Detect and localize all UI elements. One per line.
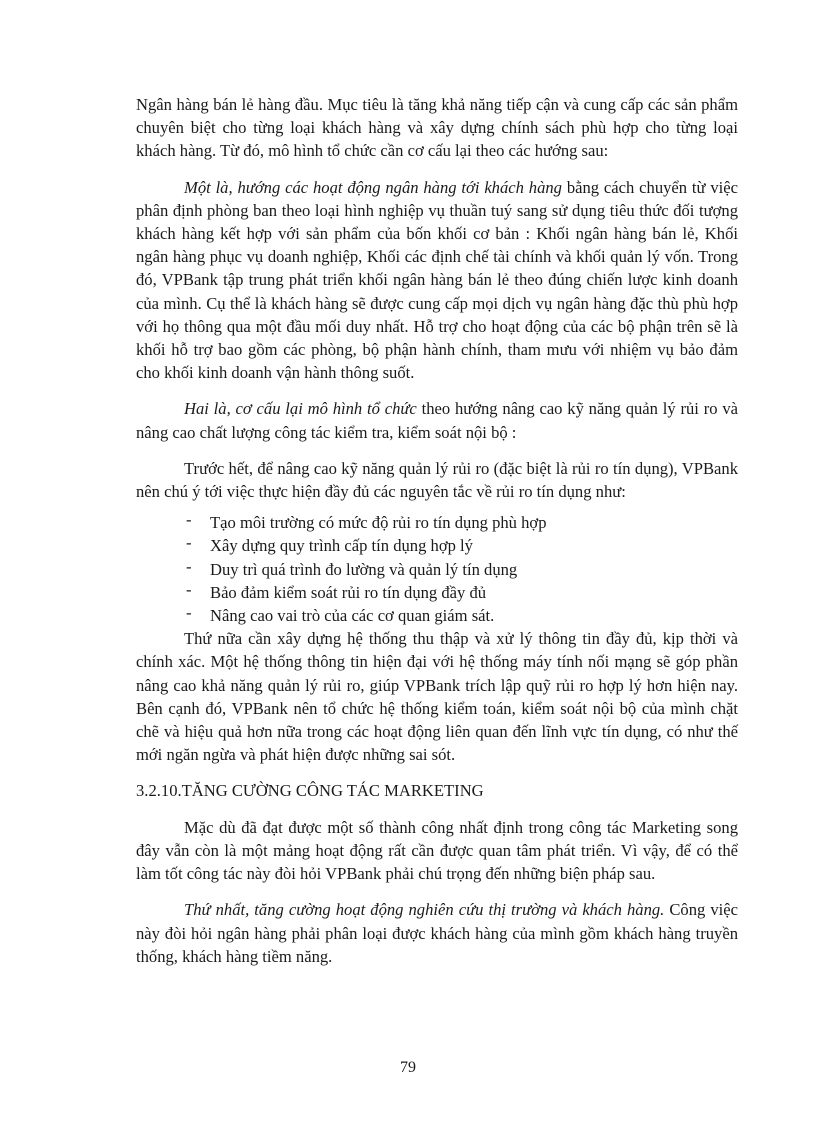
paragraph-risk-principles: Trước hết, để nâng cao kỹ năng quản lý rủi ro (đặc biệt là rủi ro tín dụng), VPBank nên chú ý tới việc thực hiện đầy đủ các nguyên tắc về rủi ro tín dụng như: — [136, 458, 738, 502]
risk-principles-list — [136, 511, 738, 627]
body-text — [136, 93, 738, 968]
point-two-lead: Hai là, cơ cấu lại mô hình tổ chức — [184, 399, 417, 419]
bullet-dash: - — [186, 579, 192, 599]
paragraph-point-one — [136, 176, 738, 385]
paragraph-information-system: Thứ nữa cần xây dựng hệ thống thu thập và xử lý thông tin đầy đủ, kịp thời và chính xác. Một hệ thống thông tin hiện đại với hệ thống máy tính nối mạng sẽ góp phần nâng cao khả năng quản lý rủi ro, giúp VPBank trích lập quỹ rủi ro hợp lý hơn hiện nay. Bên cạnh đó, VPBank nên tổ chức hệ thống kiểm toán, kiểm soát nội bộ của mình chặt chẽ và hiệu quả hơn nữa trong các hoạt động liên quan đến lĩnh vực tín dụng, có như thế mới ngăn ngừa và phát hiện được những sai sót. — [136, 629, 738, 765]
paragraph-marketing-intro: Mặc dù đã đạt được một số thành công nhất định trong công tác Marketing song đây vẫn còn là một mảng hoạt động rất cần được quan tâm phát triển. Vì vậy, để có thể làm tốt công tác này đòi hỏi VPBank phải chú trọng đến những biện pháp sau. — [136, 817, 738, 884]
bullet-dash: - — [186, 603, 192, 623]
list-item-text: Xây dựng quy trình cấp tín dụng hợp lý — [210, 536, 473, 556]
paragraph-market-research — [136, 898, 738, 968]
paragraph-point-two — [136, 397, 738, 443]
list-item-text: Duy trì quá trình đo lường và quản lý tín dụng — [210, 559, 518, 579]
list-item — [136, 581, 738, 604]
list-item-text: Bảo đảm kiểm soát rủi ro tín dụng đầy đủ — [210, 582, 487, 602]
page-number: 79 — [400, 1059, 416, 1076]
market-research-lead: Thứ nhất, tăng cường hoạt động nghiên cứu thị trường và khách hàng. — [184, 900, 665, 920]
point-one-lead: Một là, hướng các hoạt động ngân hàng tới khách hàng — [184, 177, 562, 197]
paragraph-intro: Ngân hàng bán lẻ hàng đầu. Mục tiêu là tăng khả năng tiếp cận và cung cấp các sản phẩm chuyên biệt cho từng loại khách hàng và xây dựng chính sách phù hợp cho từng loại khách hàng. Từ đó, mô hình tổ chức cần cơ cấu lại theo các hướng sau: — [136, 95, 738, 161]
list-item — [136, 534, 738, 557]
section-heading: 3.2.10.TĂNG CƯỜNG CÔNG TÁC MARKETING — [136, 781, 484, 801]
bullet-dash: - — [186, 556, 192, 576]
list-item-text: Tạo môi trường có mức độ rủi ro tín dụng phù hợp — [210, 513, 547, 533]
bullet-dash: - — [186, 533, 192, 553]
list-item — [136, 604, 738, 627]
list-item — [136, 558, 738, 581]
market-research-body: Công việc này đòi hỏi ngân hàng phải phân loại được khách hàng của mình gồm khách hàng truyền thống, khách hàng tiềm năng. — [136, 900, 739, 966]
point-two-body: theo hướng nâng cao kỹ năng quản lý rủi ro và nâng cao chất lượng công tác kiểm tra, kiểm soát nội bộ : — [136, 399, 738, 442]
bullet-dash: - — [186, 510, 192, 530]
list-item-text: Nâng cao vai trò của các cơ quan giám sát. — [210, 606, 495, 626]
list-item — [136, 511, 738, 534]
point-one-body: bằng cách chuyển từ việc phân định phòng ban theo loại hình nghiệp vụ thuần tuý sang sử dụng tiêu thức đối tượng khách hàng kết hợp với sản phẩm của bốn khối cơ bản : Khối ngân hàng bán lẻ, Khối ngân hàng phục vụ doanh nghiệp, Khối các định chế tài chính và khối quản lý vốn. Trong đó, VPBank tập trung phát triển khối ngân hàng bán lẻ theo đúng chiến lược kinh doanh của mình. Cụ thể là khách hàng sẽ được cung cấp mọi dịch vụ ngân hàng đặc thù phù hợp với họ thông qua một đầu mối duy nhất. Hỗ trợ cho hoạt động của các bộ phận trên sẽ là khối hỗ trợ bao gồm các phòng, bộ phận hành chính, tham mưu với nhiệm vụ bảo đảm cho khối kinh doanh vận hành thông suốt. — [136, 177, 738, 383]
